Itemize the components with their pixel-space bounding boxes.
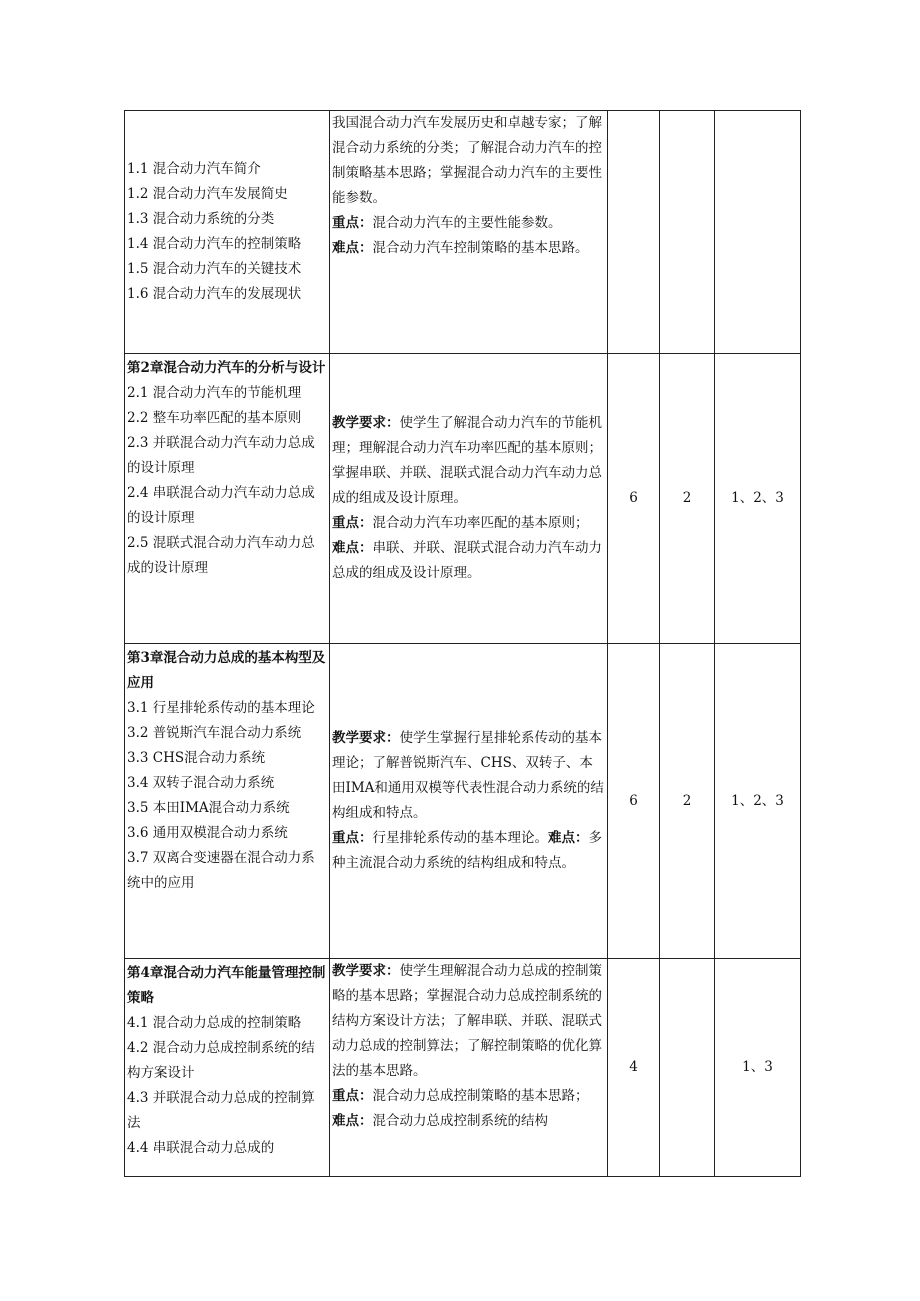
chapter-title: 第3章混合动力总成的基本构型及应用: [127, 650, 326, 691]
requirements-cell: [330, 354, 608, 644]
section-item: 3.5 本田IMA混合动力系统: [127, 800, 290, 816]
section-item: 4.2 混合动力总成控制系统的结构方案设计: [127, 1040, 315, 1081]
chapter-content-cell: [125, 111, 330, 354]
section-item: 4.1 混合动力总成的控制策略: [127, 1015, 302, 1031]
chapter-content-cell: [125, 959, 330, 1177]
requirements-cell: [330, 644, 608, 959]
targets-cell: 1、2、3: [715, 644, 801, 959]
difficulty-text: 混合动力汽车控制策略的基本思路。: [372, 240, 589, 256]
difficulty-label: 难点：: [332, 1113, 373, 1129]
section-item: 3.1 行星排轮系传动的基本理论: [127, 700, 315, 716]
section-item: 2.2 整车功率匹配的基本原则: [127, 410, 302, 426]
table-row: [125, 644, 801, 959]
hours-cell-a: 4: [608, 959, 660, 1177]
requirement-label: 教学要求：: [332, 730, 400, 746]
difficulty-text: 多种主流混合动力系统的结构组成和特点。: [332, 830, 602, 871]
section-item: 4.3 并联混合动力总成的控制算法: [127, 1090, 315, 1131]
requirement-label: 教学要求：: [332, 963, 400, 979]
section-item: 1.1 混合动力汽车简介: [127, 161, 261, 177]
key-point-text: 行星排轮系传动的基本理论。: [372, 830, 548, 846]
requirement-text: 使学生了解混合动力汽车的节能机理；理解混合动力汽车功率匹配的基本原则；掌握串联、并联、混联式混合动力汽车动力总成的组成及设计原理。: [332, 415, 602, 506]
table-row: [125, 959, 801, 1177]
chapter-title: 第2章混合动力汽车的分析与设计: [127, 360, 326, 376]
hours-cell-b: 2: [660, 354, 715, 644]
section-item: 2.5 混联式混合动力汽车动力总成的设计原理: [127, 535, 315, 576]
syllabus-table: [124, 110, 801, 1177]
section-item: 3.6 通用双模混合动力系统: [127, 825, 288, 841]
table-row: [125, 354, 801, 644]
section-item: 3.2 普锐斯汽车混合动力系统: [127, 725, 302, 741]
requirements-cell: [330, 959, 608, 1177]
section-item: 1.3 混合动力系统的分类: [127, 211, 275, 227]
difficulty-text: 混合动力总成控制系统的结构: [372, 1113, 548, 1129]
key-point-label: 重点：: [332, 515, 373, 531]
requirement-text: 使学生掌握行星排轮系传动的基本理论；了解普锐斯汽车、CHS、双转子、本田IMA和通用双模等代表性混合动力系统的结构组成和特点。: [332, 730, 604, 821]
hours-cell-a: [608, 111, 660, 354]
key-point-label: 重点：: [332, 1088, 373, 1104]
section-item: 3.3 CHS混合动力系统: [127, 750, 266, 766]
key-point-label: 重点：: [332, 830, 373, 846]
requirements-cell: [330, 111, 608, 354]
key-point-text: 混合动力总成控制策略的基本思路；: [372, 1088, 589, 1104]
targets-cell: 1、3: [715, 959, 801, 1177]
hours-cell-b: [660, 959, 715, 1177]
section-item: 1.6 混合动力汽车的发展现状: [127, 286, 302, 302]
section-item: 2.4 串联混合动力汽车动力总成的设计原理: [127, 485, 315, 526]
key-point-text: 混合动力汽车功率匹配的基本原则；: [372, 515, 589, 531]
section-item: 1.4 混合动力汽车的控制策略: [127, 236, 302, 252]
difficulty-label: 难点：: [332, 540, 373, 556]
chapter-title: 第4章混合动力汽车能量管理控制策略: [127, 965, 326, 1006]
section-item: 4.4 串联混合动力总成的: [127, 1140, 275, 1156]
hours-cell-a: 6: [608, 644, 660, 959]
chapter-content-cell: [125, 354, 330, 644]
requirement-text: 使学生理解混合动力总成的控制策略的基本思路；掌握混合动力总成控制系统的结构方案设计方法；了解串联、并联、混联式动力总成的控制算法；了解控制策略的优化算法的基本思路。: [332, 963, 602, 1079]
section-item: 1.2 混合动力汽车发展简史: [127, 186, 288, 202]
section-item: 2.1 混合动力汽车的节能机理: [127, 385, 302, 401]
difficulty-label: 难点：: [332, 240, 373, 256]
targets-cell: [715, 111, 801, 354]
difficulty-text: 串联、并联、混联式混合动力汽车动力总成的组成及设计原理。: [332, 540, 602, 581]
section-item: 2.3 并联混合动力汽车动力总成的设计原理: [127, 435, 315, 476]
requirement-label: 教学要求：: [332, 415, 400, 431]
chapter-content-cell: [125, 644, 330, 959]
hours-cell-b: 2: [660, 644, 715, 959]
hours-cell-a: 6: [608, 354, 660, 644]
targets-cell: 1、2、3: [715, 354, 801, 644]
difficulty-label: 难点：: [548, 830, 589, 846]
section-item: 3.7 双离合变速器在混合动力系统中的应用: [127, 850, 315, 891]
section-item: 3.4 双转子混合动力系统: [127, 775, 275, 791]
key-point-text: 混合动力汽车的主要性能参数。: [372, 215, 562, 231]
hours-cell-b: [660, 111, 715, 354]
requirement-text: 我国混合动力汽车发展历史和卓越专家；了解混合动力系统的分类；了解混合动力汽车的控制策略基本思路；掌握混合动力汽车的主要性能参数。: [332, 115, 602, 206]
table-row: [125, 111, 801, 354]
key-point-label: 重点：: [332, 215, 373, 231]
section-item: 1.5 混合动力汽车的关键技术: [127, 261, 302, 277]
